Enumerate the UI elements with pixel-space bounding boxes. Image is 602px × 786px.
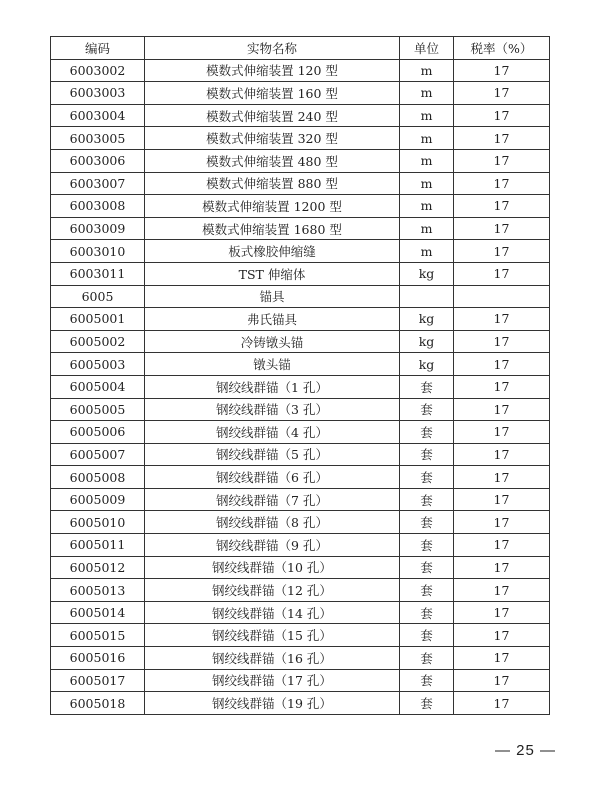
cell-code: 6005007 <box>51 443 145 466</box>
cell-name: 钢绞线群锚（16 孔） <box>145 647 400 670</box>
cell-unit: 套 <box>400 579 454 602</box>
cell-name: 钢绞线群锚（19 孔） <box>145 692 400 715</box>
cell-name: 镦头锚 <box>145 353 400 376</box>
cell-unit: 套 <box>400 511 454 534</box>
table-row <box>51 488 550 511</box>
table-row <box>51 240 550 263</box>
cell-code: 6003008 <box>51 195 145 218</box>
cell-unit: m <box>400 172 454 195</box>
cell-unit: 套 <box>400 534 454 557</box>
cell-code: 6003005 <box>51 127 145 150</box>
cell-rate: 17 <box>454 172 550 195</box>
table-row <box>51 104 550 127</box>
header-name: 实物名称 <box>145 37 400 60</box>
cell-rate: 17 <box>454 240 550 263</box>
table-row <box>51 195 550 218</box>
cell-code: 6005003 <box>51 353 145 376</box>
cell-name: 钢绞线群锚（1 孔） <box>145 375 400 398</box>
tax-rate-table <box>50 36 550 715</box>
table-row <box>51 59 550 82</box>
cell-unit <box>400 285 454 308</box>
cell-rate: 17 <box>454 692 550 715</box>
cell-rate: 17 <box>454 59 550 82</box>
cell-name: 钢绞线群锚（4 孔） <box>145 421 400 444</box>
cell-unit: 套 <box>400 624 454 647</box>
cell-code: 6003003 <box>51 82 145 105</box>
cell-name: 钢绞线群锚（12 孔） <box>145 579 400 602</box>
table-row <box>51 556 550 579</box>
cell-code: 6005008 <box>51 466 145 489</box>
cell-code: 6005002 <box>51 330 145 353</box>
cell-unit: m <box>400 104 454 127</box>
cell-rate: 17 <box>454 82 550 105</box>
cell-code: 6003004 <box>51 104 145 127</box>
cell-code: 6003011 <box>51 262 145 285</box>
cell-name: 钢绞线群锚（7 孔） <box>145 488 400 511</box>
cell-code: 6005016 <box>51 647 145 670</box>
cell-name: 钢绞线群锚（9 孔） <box>145 534 400 557</box>
cell-code: 6005018 <box>51 692 145 715</box>
cell-unit: kg <box>400 330 454 353</box>
header-unit: 单位 <box>400 37 454 60</box>
cell-name: 模数式伸缩装置 160 型 <box>145 82 400 105</box>
cell-name: 锚具 <box>145 285 400 308</box>
table-row <box>51 127 550 150</box>
cell-code: 6005001 <box>51 308 145 331</box>
cell-name: TST 伸缩体 <box>145 262 400 285</box>
cell-unit: m <box>400 195 454 218</box>
cell-code: 6005015 <box>51 624 145 647</box>
cell-rate: 17 <box>454 421 550 444</box>
table-body <box>51 59 550 714</box>
cell-rate: 17 <box>454 353 550 376</box>
table-row <box>51 579 550 602</box>
table-row <box>51 534 550 557</box>
table-row <box>51 511 550 534</box>
cell-name: 钢绞线群锚（3 孔） <box>145 398 400 421</box>
cell-name: 模数式伸缩装置 480 型 <box>145 149 400 172</box>
cell-rate: 17 <box>454 195 550 218</box>
cell-name: 钢绞线群锚（17 孔） <box>145 669 400 692</box>
table-row <box>51 466 550 489</box>
cell-name: 模数式伸缩装置 1200 型 <box>145 195 400 218</box>
cell-unit: 套 <box>400 421 454 444</box>
table-row <box>51 217 550 240</box>
cell-rate: 17 <box>454 669 550 692</box>
cell-unit: m <box>400 127 454 150</box>
cell-rate: 17 <box>454 127 550 150</box>
cell-unit: m <box>400 82 454 105</box>
cell-code: 6005 <box>51 285 145 308</box>
header-code: 编码 <box>51 37 145 60</box>
cell-code: 6005010 <box>51 511 145 534</box>
cell-name: 钢绞线群锚（14 孔） <box>145 601 400 624</box>
table-row <box>51 624 550 647</box>
cell-name: 钢绞线群锚（10 孔） <box>145 556 400 579</box>
cell-code: 6003006 <box>51 149 145 172</box>
cell-unit: 套 <box>400 488 454 511</box>
cell-rate: 17 <box>454 330 550 353</box>
cell-rate: 17 <box>454 466 550 489</box>
cell-code: 6003007 <box>51 172 145 195</box>
cell-unit: kg <box>400 262 454 285</box>
cell-unit: 套 <box>400 556 454 579</box>
cell-unit: 套 <box>400 466 454 489</box>
cell-code: 6003009 <box>51 217 145 240</box>
cell-rate: 17 <box>454 398 550 421</box>
cell-rate: 17 <box>454 511 550 534</box>
cell-unit: 套 <box>400 647 454 670</box>
cell-rate: 17 <box>454 624 550 647</box>
table-row <box>51 353 550 376</box>
header-row <box>51 37 550 60</box>
cell-unit: kg <box>400 353 454 376</box>
cell-rate: 17 <box>454 488 550 511</box>
cell-rate: 17 <box>454 104 550 127</box>
cell-code: 6003010 <box>51 240 145 263</box>
cell-rate: 17 <box>454 647 550 670</box>
cell-unit: m <box>400 217 454 240</box>
cell-rate: 17 <box>454 534 550 557</box>
table-row <box>51 285 550 308</box>
table-row <box>51 421 550 444</box>
cell-rate: 17 <box>454 217 550 240</box>
cell-unit: 套 <box>400 669 454 692</box>
table-row <box>51 692 550 715</box>
page-number: — 25 — <box>494 742 556 759</box>
table-row <box>51 398 550 421</box>
cell-unit: 套 <box>400 443 454 466</box>
cell-unit: m <box>400 149 454 172</box>
cell-rate: 17 <box>454 375 550 398</box>
cell-code: 6005006 <box>51 421 145 444</box>
table-row <box>51 669 550 692</box>
cell-code: 6003002 <box>51 59 145 82</box>
cell-name: 模数式伸缩装置 120 型 <box>145 59 400 82</box>
cell-unit: 套 <box>400 692 454 715</box>
cell-name: 钢绞线群锚（5 孔） <box>145 443 400 466</box>
cell-name: 板式橡胶伸缩缝 <box>145 240 400 263</box>
table-row <box>51 375 550 398</box>
cell-code: 6005009 <box>51 488 145 511</box>
cell-unit: 套 <box>400 398 454 421</box>
cell-code: 6005017 <box>51 669 145 692</box>
table-row <box>51 330 550 353</box>
cell-rate: 17 <box>454 556 550 579</box>
cell-unit: 套 <box>400 375 454 398</box>
cell-name: 钢绞线群锚（6 孔） <box>145 466 400 489</box>
cell-code: 6005013 <box>51 579 145 602</box>
cell-code: 6005014 <box>51 601 145 624</box>
cell-rate <box>454 285 550 308</box>
table-row <box>51 308 550 331</box>
table-row <box>51 647 550 670</box>
cell-code: 6005011 <box>51 534 145 557</box>
table-row <box>51 443 550 466</box>
cell-unit: m <box>400 240 454 263</box>
cell-rate: 17 <box>454 601 550 624</box>
table-row <box>51 82 550 105</box>
cell-name: 模数式伸缩装置 240 型 <box>145 104 400 127</box>
cell-rate: 17 <box>454 308 550 331</box>
cell-unit: 套 <box>400 601 454 624</box>
cell-unit: m <box>400 59 454 82</box>
cell-code: 6005005 <box>51 398 145 421</box>
cell-unit: kg <box>400 308 454 331</box>
header-rate: 税率（%） <box>454 37 550 60</box>
cell-name: 模数式伸缩装置 1680 型 <box>145 217 400 240</box>
cell-rate: 17 <box>454 149 550 172</box>
cell-name: 钢绞线群锚（15 孔） <box>145 624 400 647</box>
table-row <box>51 262 550 285</box>
cell-rate: 17 <box>454 443 550 466</box>
table-row <box>51 149 550 172</box>
cell-name: 模数式伸缩装置 320 型 <box>145 127 400 150</box>
cell-name: 冷铸镦头锚 <box>145 330 400 353</box>
cell-code: 6005004 <box>51 375 145 398</box>
cell-name: 模数式伸缩装置 880 型 <box>145 172 400 195</box>
table-header <box>51 37 550 60</box>
cell-name: 弗氏锚具 <box>145 308 400 331</box>
cell-rate: 17 <box>454 579 550 602</box>
table-row <box>51 601 550 624</box>
cell-code: 6005012 <box>51 556 145 579</box>
table-row <box>51 172 550 195</box>
cell-rate: 17 <box>454 262 550 285</box>
cell-name: 钢绞线群锚（8 孔） <box>145 511 400 534</box>
